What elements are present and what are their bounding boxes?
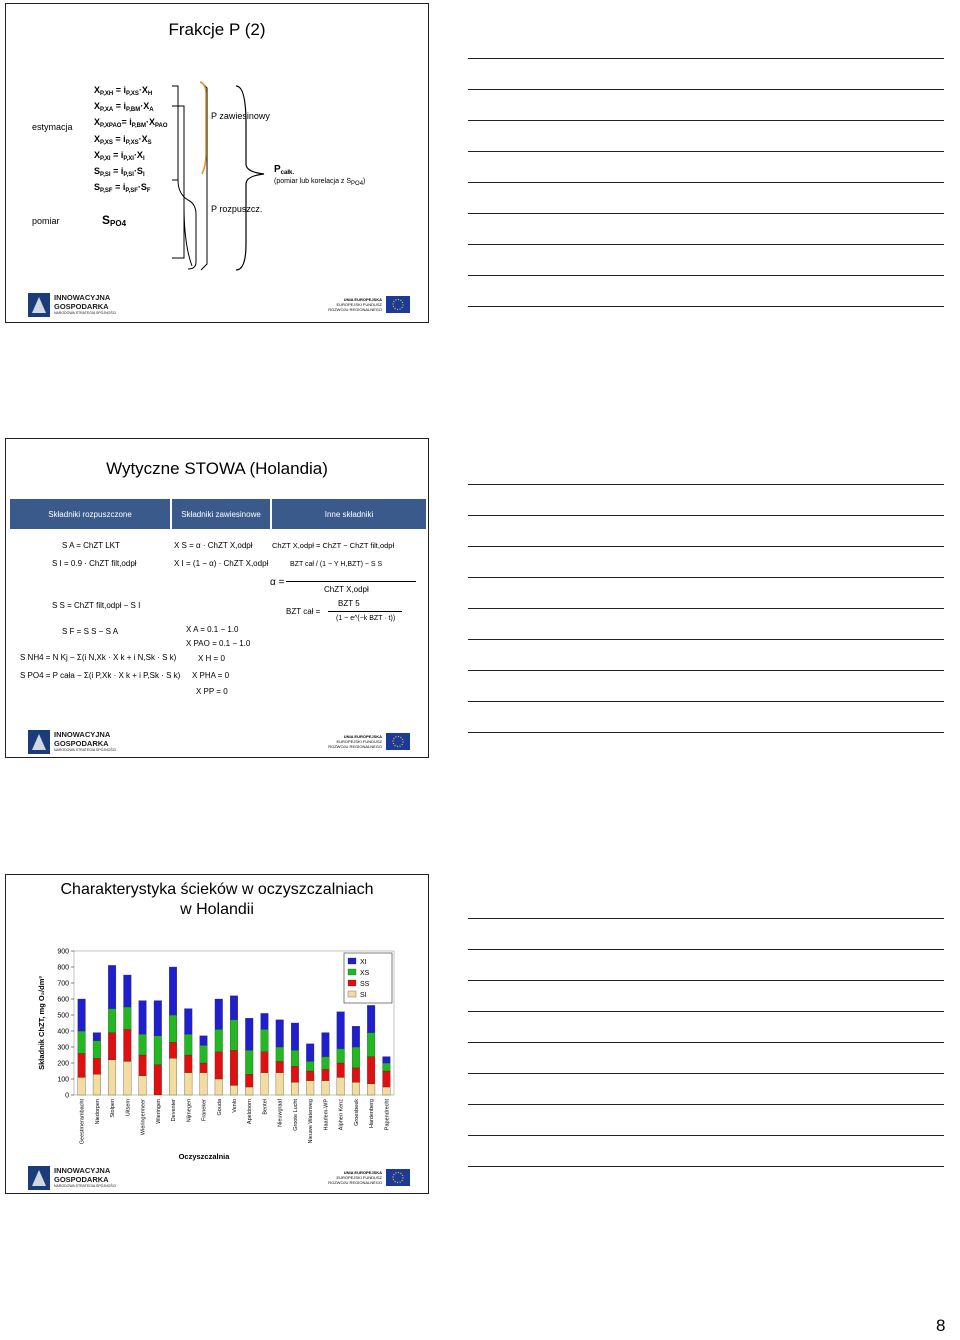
- p-calk-note: (pomiar lub korelacja z SPO4): [274, 178, 366, 187]
- x-tick-label: Nieuwgraaf: [277, 1099, 284, 1127]
- bar-segment-si: [291, 1082, 299, 1095]
- bar-segment-xs: [367, 1033, 375, 1057]
- y-axis-label: Składnik ChZT, mg O₂/dm³: [37, 976, 46, 1070]
- slide-fractions-p: [5, 3, 429, 323]
- bar-segment-ss: [291, 1066, 299, 1082]
- bar-segment-si: [367, 1084, 375, 1095]
- bar-segment-ss: [93, 1058, 101, 1074]
- bar-segment-xs: [245, 1050, 253, 1074]
- bar-segment-xs: [184, 1034, 192, 1055]
- bar-segment-xi: [154, 1001, 162, 1036]
- bar-segment-xi: [367, 1005, 375, 1032]
- bar-segment-xs: [261, 1029, 269, 1051]
- bar-segment-xs: [139, 1034, 147, 1055]
- eq-xpp: X PP = 0: [196, 687, 228, 696]
- bar-segment-xi: [184, 1009, 192, 1035]
- equation-line: $S_{P,SF} = i_{P,SF}\cdot S_F$: [94, 182, 151, 195]
- bar-segment-si: [108, 1060, 116, 1095]
- eq-alpha-den: ChZT X,odpł: [324, 585, 369, 594]
- bar-segment-si: [352, 1082, 360, 1095]
- bar-segment-xs: [337, 1049, 345, 1063]
- bar-segment-xi: [261, 1013, 269, 1029]
- bar-segment-xi: [124, 975, 132, 1007]
- bar-segment-xi: [78, 999, 86, 1031]
- bar-segment-si: [245, 1087, 253, 1095]
- bar-segment-si: [383, 1087, 391, 1095]
- bar-segment-ss: [108, 1033, 116, 1060]
- bar-segment-si: [124, 1061, 132, 1095]
- x-tick-label: Hardenberg: [369, 1099, 376, 1129]
- slide-footer-logos: [6, 1164, 428, 1194]
- eq-xh: X H = 0: [198, 654, 225, 663]
- y-tick-label: 400: [57, 1028, 69, 1036]
- bar-segment-xi: [93, 1033, 101, 1041]
- bar-segment-ss: [383, 1071, 391, 1087]
- bar-segment-xi: [276, 1020, 284, 1047]
- bar-segment-ss: [261, 1052, 269, 1073]
- x-tick-label: Stolpen: [110, 1099, 117, 1118]
- bar-segment-xs: [306, 1061, 314, 1071]
- legend-label: SS: [360, 981, 370, 988]
- slide-footer-logos: [6, 291, 428, 321]
- bar-segment-ss: [154, 1065, 162, 1095]
- bar-segment-ss: [306, 1071, 314, 1081]
- x-tick-label: Niedorpen: [94, 1099, 101, 1125]
- bar-segment-ss: [169, 1042, 177, 1058]
- bar-segment-si: [276, 1073, 284, 1095]
- bar-segment-xi: [291, 1023, 299, 1050]
- x-tick-label: Deventer: [171, 1099, 178, 1122]
- bar-segment-xi: [245, 1018, 253, 1050]
- bar-segment-xi: [230, 996, 238, 1020]
- bar-segment-ss: [215, 1052, 223, 1079]
- bar-segment-ss: [230, 1050, 238, 1085]
- spo4-label: $S_{PO4}$: [102, 213, 127, 228]
- slide-title-2: w Holandii: [180, 901, 254, 918]
- bar-segment-si: [184, 1073, 192, 1095]
- bar-segment-si: [306, 1081, 314, 1095]
- y-tick-label: 200: [57, 1060, 69, 1068]
- wastewater-chart: [6, 935, 430, 1163]
- eq-alpha-num: BZT cał / (1 − Y H,BZT) − S S: [290, 561, 383, 568]
- innowacyjna-text: INNOWACYJNA GOSPODARKA NARODOWA STRATEGIA SPÓJNOŚCI: [54, 293, 117, 315]
- legend-swatch-si: [348, 991, 356, 997]
- equation-line: $X_{P,XS} = i_{P,XS}\cdot X_S$: [94, 133, 152, 146]
- bracket-lines: [6, 4, 430, 324]
- y-tick-label: 800: [57, 964, 69, 972]
- x-axis-label: Oczyszczalnia: [178, 1152, 230, 1161]
- eq-xpha: X PHA = 0: [192, 671, 230, 680]
- slide-title-1: Charakterystyka ścieków w oczyszczalniach: [60, 881, 374, 898]
- bar-segment-xi: [383, 1057, 391, 1063]
- bar-segment-xi: [139, 1001, 147, 1035]
- bar-segment-xi: [322, 1033, 330, 1057]
- eq-xs: X S = α · ChZT X,odpł: [174, 541, 253, 550]
- bar-segment-xs: [215, 1029, 223, 1051]
- innowacyjna-text: INNOWACYJNA GOSPODARKA NARODOWA STRATEGIA SPÓJNOŚCI: [54, 730, 117, 752]
- page-number: 8: [936, 1316, 946, 1335]
- eu-flag-icon: [386, 1169, 410, 1186]
- eq-bzt5: BZT 5: [338, 599, 360, 608]
- x-tick-label: Groesbeek: [353, 1099, 360, 1126]
- bar-segment-xi: [169, 967, 177, 1015]
- bar-segment-si: [322, 1081, 330, 1095]
- notes-lines-1: [468, 58, 944, 337]
- x-tick-label: Venlo: [232, 1099, 238, 1113]
- bar-segment-xs: [154, 1036, 162, 1065]
- bar-segment-xi: [306, 1044, 314, 1062]
- bar-segment-ss: [367, 1057, 375, 1084]
- bar-segment-si: [139, 1076, 147, 1095]
- x-tick-label: Franeker: [201, 1099, 208, 1122]
- bar-segment-si: [230, 1085, 238, 1095]
- y-tick-label: 0: [65, 1092, 69, 1100]
- innowacyjna-logo-icon: [28, 730, 50, 754]
- slide-title: Wytyczne STOWA (Holandia): [106, 459, 328, 478]
- eu-text: UNIA EUROPEJSKA EUROPEJSKI FUNDUSZ ROZWOJU REGIONALNEGO: [328, 734, 382, 749]
- slide-footer-logos: [6, 728, 428, 758]
- p-calk-label: $P_{całk.}$: [274, 164, 295, 176]
- bar-segment-xs: [352, 1047, 360, 1068]
- eq-xpao: X PAO = 0.1 − 1.0: [186, 639, 251, 648]
- y-tick-label: 100: [57, 1076, 69, 1084]
- x-tick-label: Gouda: [216, 1099, 223, 1116]
- y-tick-label: 600: [57, 996, 69, 1004]
- bar-segment-ss: [184, 1055, 192, 1073]
- bar-segment-xi: [108, 965, 116, 1008]
- x-tick-label: Groote Lucht: [292, 1099, 299, 1131]
- bar-segment-xs: [230, 1020, 238, 1050]
- bar-segment-ss: [352, 1068, 360, 1082]
- x-tick-label: Alphen Kenz: [338, 1099, 345, 1131]
- y-tick-label: 500: [57, 1012, 69, 1020]
- x-tick-label: Papendrecht: [384, 1099, 391, 1131]
- bar-segment-si: [200, 1073, 208, 1095]
- x-tick-label: Wieringermeer: [140, 1099, 147, 1136]
- bar-segment-ss: [139, 1055, 147, 1076]
- legend-swatch-xi: [348, 958, 356, 964]
- x-tick-label: Apeldoorn: [247, 1099, 254, 1125]
- bar-segment-xs: [108, 1009, 116, 1033]
- innowacyjna-logo-icon: [28, 1166, 50, 1190]
- x-tick-label: Nieuwe Waterweg: [308, 1099, 315, 1144]
- bar-segment-si: [78, 1077, 86, 1095]
- eq-si: S I = 0.9 · ChZT filt,odpł: [52, 559, 137, 568]
- eu-flag-icon: [386, 296, 410, 313]
- equation-line: $X_{P,XH} = i_{P,XS}\cdot X_H$: [94, 85, 153, 97]
- bar-segment-xs: [383, 1063, 391, 1071]
- y-tick-label: 300: [57, 1044, 69, 1052]
- eu-flag-icon: [386, 733, 410, 750]
- bar-segment-ss: [322, 1069, 330, 1080]
- bar-segment-si: [215, 1079, 223, 1095]
- y-tick-label: 700: [57, 980, 69, 988]
- innowacyjna-text: INNOWACYJNA GOSPODARKA NARODOWA STRATEGIA SPÓJNOŚCI: [54, 1166, 117, 1188]
- equation-line: $X_{P,XA} = i_{P,BM}\cdot X_A$: [94, 101, 154, 114]
- notes-lines-3: [468, 918, 944, 1197]
- bar-segment-xs: [169, 1015, 177, 1042]
- bar-segment-xs: [276, 1047, 284, 1061]
- bar-segment-ss: [276, 1061, 284, 1072]
- bar-segment-xi: [352, 1026, 360, 1047]
- equation-line: $X_{P,XI} = i_{P,XI}\cdot X_I$: [94, 149, 145, 162]
- eq-bzt-den: (1 − e^(−k BZT · t)): [336, 615, 396, 622]
- eu-text: UNIA EUROPEJSKA EUROPEJSKI FUNDUSZ ROZWOJU REGIONALNEGO: [328, 1170, 382, 1185]
- bar-segment-xi: [337, 1012, 345, 1049]
- bar-segment-ss: [337, 1063, 345, 1077]
- eq-ss: S S = ChZT filt,odpł − S I: [52, 601, 141, 610]
- slide-characteristics: [5, 874, 429, 1194]
- bar-segment-ss: [245, 1074, 253, 1087]
- eq-alpha: α =: [270, 577, 285, 588]
- bar-segment-si: [337, 1077, 345, 1095]
- bar-segment-ss: [200, 1063, 208, 1073]
- bar-segment-si: [169, 1058, 177, 1095]
- header-rozpuszczone: Składniki rozpuszczone: [10, 499, 170, 529]
- bar-segment-xs: [78, 1031, 86, 1053]
- legend-label: XI: [360, 959, 367, 966]
- bar-segment-ss: [124, 1029, 132, 1061]
- bar-segment-xs: [291, 1050, 299, 1066]
- equation-line: $S_{P,SI} = i_{P,SI}\cdot S_I$: [94, 166, 145, 179]
- eq-snh4: S NH4 = N Kj − Σ(i N,Xk · X k + i N,Sk · S k): [20, 653, 177, 662]
- eu-text: UNIA EUROPEJSKA EUROPEJSKI FUNDUSZ ROZWOJU REGIONALNEGO: [328, 297, 382, 312]
- bar-segment-xs: [93, 1041, 101, 1059]
- bzt-fraction-line: [328, 611, 402, 612]
- equation-line: $X_{P,XPAO}= i_{P,BM}\cdot X_{PAO}$: [94, 117, 168, 130]
- pomiar-label: pomiar: [32, 216, 60, 226]
- eq-xa: X A = 0.1 − 1.0: [186, 625, 239, 634]
- legend-label: XS: [360, 970, 370, 977]
- eq-spo4: S PO4 = P cała − Σ(i P,Xk · X k + i P,Sk · S k): [20, 671, 181, 680]
- bar-segment-si: [261, 1073, 269, 1095]
- bar-segment-xs: [322, 1057, 330, 1070]
- eq-sf: S F = S S − S A: [62, 627, 119, 636]
- eq-bzt-cal: BZT cał =: [286, 607, 321, 616]
- header-zawiesinowe: Składniki zawiesinowe: [172, 499, 270, 529]
- notes-lines-2: [468, 484, 944, 763]
- x-tick-label: Wieringen: [155, 1099, 162, 1124]
- alpha-fraction-line: [286, 581, 416, 582]
- slide-stowa: [5, 438, 429, 758]
- bar-segment-xi: [215, 999, 223, 1029]
- y-tick-label: 900: [57, 948, 69, 956]
- legend-swatch-ss: [348, 980, 356, 986]
- bar-segment-xs: [200, 1045, 208, 1063]
- x-tick-label: Bentel: [262, 1099, 269, 1115]
- eq-chzt-x: ChZT X,odpł = ChZT − ChZT filt,odpł: [272, 541, 395, 550]
- x-tick-label: Geestmerambacht: [79, 1099, 86, 1145]
- p-zawiesinowy-label: P zawiesinowy: [211, 111, 270, 121]
- legend-label: SI: [360, 992, 367, 999]
- x-tick-label: Uitsem: [125, 1099, 132, 1117]
- innowacyjna-logo-icon: [28, 293, 50, 317]
- estymacja-label: estymacja: [32, 122, 73, 132]
- p-rozpuszcz-label: P rozpuszcz.: [211, 204, 263, 214]
- bar-segment-xs: [124, 1007, 132, 1029]
- eq-xi: X I = (1 − α) · ChZT X,odpł: [174, 559, 269, 568]
- bar-segment-si: [93, 1074, 101, 1095]
- bar-segment-xi: [200, 1036, 208, 1046]
- x-tick-label: Nijmegen: [186, 1099, 193, 1123]
- bar-segment-ss: [78, 1053, 86, 1077]
- slide-title: Frakcje P (2): [168, 20, 266, 39]
- header-inne: Inne składniki: [272, 499, 426, 529]
- legend-swatch-xs: [348, 969, 356, 975]
- eq-sa: S A = ChZT LKT: [62, 541, 120, 550]
- x-tick-label: Haarlem-WP: [323, 1099, 330, 1131]
